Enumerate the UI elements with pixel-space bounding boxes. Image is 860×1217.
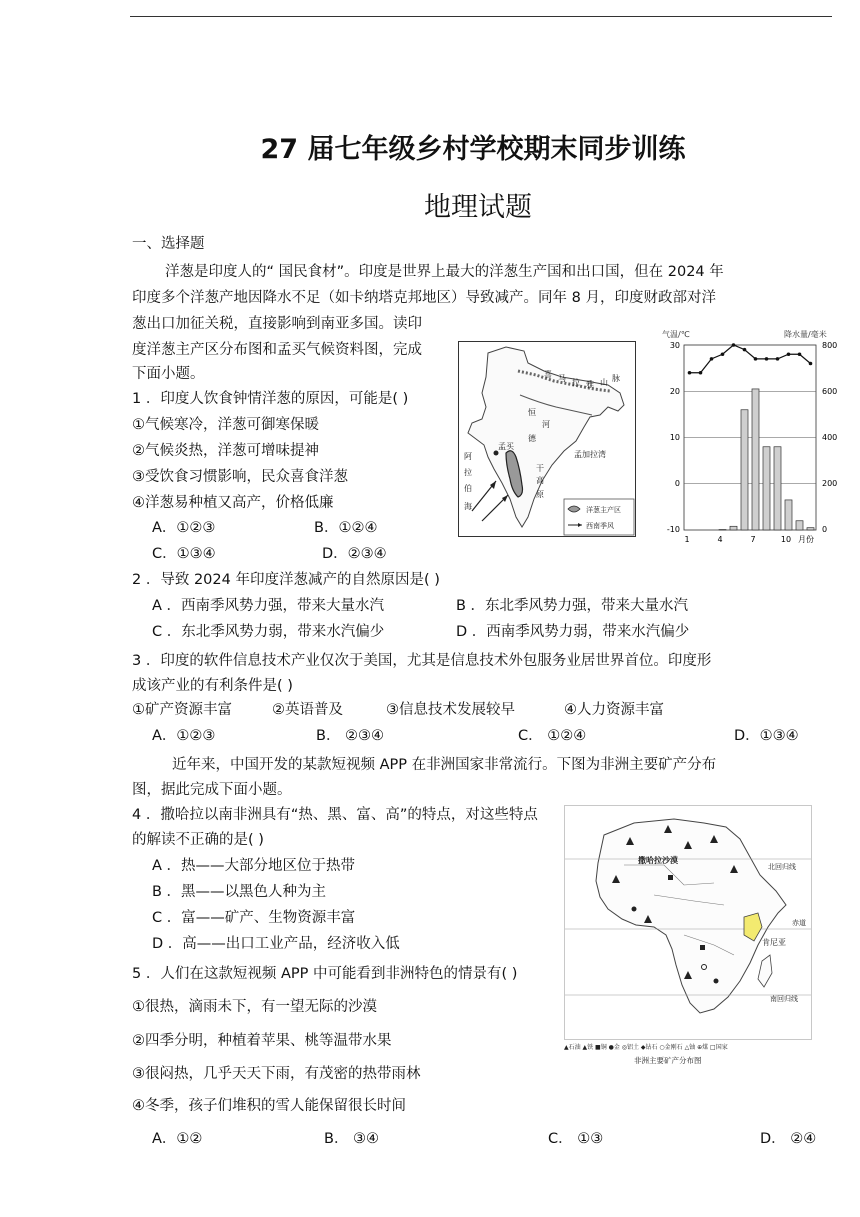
right-tick: 800 bbox=[822, 341, 838, 350]
passage2-line1: 近年来，中国开发的某款短视频 APP 在非洲国家非常流行。下图为非洲主要矿产分布 bbox=[172, 757, 717, 773]
map-label-de: 德 bbox=[528, 434, 536, 443]
x-unit: 月份 bbox=[798, 535, 814, 544]
q3-choice-a[interactable]: A．①②③ bbox=[152, 728, 216, 744]
x-tick: 4 bbox=[717, 535, 723, 544]
q3-option-1: ①矿产资源丰富 bbox=[132, 702, 232, 718]
q2-choice-a[interactable]: A ．西南季风势力强，带来大量水汽 bbox=[152, 598, 385, 614]
temperature-point bbox=[754, 357, 758, 361]
q1-choice-b[interactable]: B．①②④ bbox=[314, 520, 378, 536]
right-tick: 0 bbox=[822, 525, 828, 534]
left-tick: 10 bbox=[669, 433, 680, 442]
map-label-ma: 马 bbox=[558, 374, 566, 383]
legend-onion-zone: 洋葱主产区 bbox=[586, 506, 621, 514]
right-tick: 600 bbox=[822, 387, 838, 396]
precip-bar bbox=[730, 526, 737, 530]
q3-choice-d[interactable]: D．①③④ bbox=[734, 728, 799, 744]
q3-choice-c[interactable]: C． ①②④ bbox=[518, 728, 587, 744]
map-label-gan: 干 bbox=[536, 464, 544, 473]
x-tick: 7 bbox=[750, 535, 756, 544]
q4-choice-b[interactable]: B ．黑——以黑色人种为主 bbox=[152, 884, 327, 900]
temperature-point bbox=[743, 348, 747, 352]
q4-stem-2: 的解读不正确的是( ) bbox=[132, 832, 264, 848]
q3-stem-1: 3 ．印度的软件信息技术产业仅次于美国，尤其是信息技术外包服务业居世界首位。印度形 bbox=[132, 653, 712, 669]
label-equator: 赤道 bbox=[792, 919, 806, 927]
map-label-hai: 海 bbox=[464, 502, 472, 511]
q5-option-4: ④冬季，孩子们堆积的雪人能保留很长时间 bbox=[132, 1098, 406, 1114]
q1-option-4: ④洋葱易种植又高产，价格低廉 bbox=[132, 495, 334, 511]
india-onion-map bbox=[458, 341, 636, 537]
precip-bar bbox=[796, 521, 803, 530]
q1-option-1: ①气候寒冷，洋葱可御寒保暖 bbox=[132, 417, 319, 433]
map-label-gao: 高 bbox=[536, 476, 544, 485]
temperature-point bbox=[765, 357, 769, 361]
passage1-line1: 洋葱是印度人的“ 国民食材”。印度是世界上最大的洋葱生产国和出口国，但在 2024 年 bbox=[165, 264, 724, 280]
temperature-point bbox=[721, 352, 725, 356]
q4-choice-a[interactable]: A ．热——大部分地区位于热带 bbox=[152, 858, 356, 874]
q1-option-3: ③受饮食习惯影响，民众喜食洋葱 bbox=[132, 469, 348, 485]
label-tropic-capricorn: 南回归线 bbox=[770, 995, 798, 1003]
left-axis-label: 气温/℃ bbox=[662, 330, 690, 339]
q4-choice-c[interactable]: C ．富——矿产、生物资源丰富 bbox=[152, 910, 356, 926]
label-sahara: 撒哈拉沙漠 bbox=[638, 856, 678, 865]
q2-choice-b[interactable]: B ．东北季风势力强，带来大量水汽 bbox=[456, 598, 689, 614]
q1-choice-d[interactable]: D．②③④ bbox=[322, 546, 387, 562]
q5-choice-a[interactable]: A．①② bbox=[152, 1131, 203, 1147]
temperature-point bbox=[710, 357, 714, 361]
map-label-bay: 孟加拉湾 bbox=[574, 450, 606, 459]
label-tropic-cancer: 北回归线 bbox=[768, 863, 796, 871]
precip-bar bbox=[785, 500, 792, 530]
left-tick: 30 bbox=[669, 341, 680, 350]
section-heading: 一、选择题 bbox=[132, 236, 205, 252]
precip-bar bbox=[741, 410, 748, 530]
right-axis-label: 降水量/毫米 bbox=[784, 330, 827, 339]
right-tick: 200 bbox=[822, 479, 838, 488]
temperature-point bbox=[809, 362, 813, 366]
page-subtitle: 地理试题 bbox=[424, 192, 532, 223]
temperature-point bbox=[776, 357, 780, 361]
map-label-he: 河 bbox=[542, 420, 550, 429]
left-tick: -10 bbox=[666, 525, 680, 534]
page-title: 27 届七年级乡村学校期末同步训练 bbox=[260, 134, 686, 165]
left-tick: 20 bbox=[669, 387, 680, 396]
map-label-la: 拉 bbox=[572, 378, 580, 387]
precip-bar bbox=[763, 447, 770, 530]
passage2-line2: 图，据此完成下面小题。 bbox=[132, 782, 292, 798]
q2-choice-d[interactable]: D ．西南季风势力弱，带来水汽偏少 bbox=[456, 624, 690, 640]
legend-monsoon: 西南季风 bbox=[586, 522, 614, 530]
map-label-la2: 拉 bbox=[464, 468, 472, 477]
temperature-point bbox=[732, 343, 736, 347]
passage1-line3: 葱出口加征关税，直接影响到南亚多国。读印 bbox=[132, 316, 422, 332]
q3-stem-2: 成该产业的有利条件是( ) bbox=[132, 678, 293, 694]
left-tick: 0 bbox=[674, 479, 680, 488]
q5-option-3: ③很闷热，几乎天天下雨，有茂密的热带雨林 bbox=[132, 1066, 421, 1082]
passage1-line4: 度洋葱主产区分布图和孟买气候资料图，完成 bbox=[132, 342, 422, 358]
passage1-line5: 下面小题。 bbox=[132, 366, 205, 382]
q1-stem: 1 ．印度人饮食钟情洋葱的原因，可能是( ) bbox=[132, 391, 409, 407]
map-label-mumbai: 孟买 bbox=[498, 442, 514, 451]
map-label-xi: 喜 bbox=[544, 370, 552, 379]
q4-stem-1: 4 ．撒哈拉以南非洲具有“热、黑、富、高”的特点，对这些特点 bbox=[132, 807, 538, 823]
map-label-mai: 脉 bbox=[612, 374, 620, 383]
q5-option-1: ①很热，滴雨未下，有一望无际的沙漠 bbox=[132, 999, 377, 1015]
precip-bar bbox=[752, 389, 759, 530]
temperature-point bbox=[787, 352, 791, 356]
map-label-ya: 雅 bbox=[586, 380, 594, 389]
q2-stem: 2 ．导致 2024 年印度洋葱减产的自然原因是( ) bbox=[132, 572, 440, 588]
q5-choice-d[interactable]: D． ②④ bbox=[760, 1131, 817, 1147]
map-label-yuan: 原 bbox=[536, 490, 544, 499]
africa-legend: ▲石油 ▲铁 ■铜 ●金 ◎铝土 ◆钻石 ○金刚石 △铀 ⊕煤 □国家 bbox=[564, 1044, 728, 1051]
header-rule bbox=[130, 16, 832, 17]
q5-option-2: ②四季分明，种植着苹果、桃等温带水果 bbox=[132, 1033, 392, 1049]
q1-choice-c[interactable]: C．①③④ bbox=[152, 546, 216, 562]
q5-choice-b[interactable]: B． ③④ bbox=[324, 1131, 380, 1147]
map-label-a: 阿 bbox=[464, 452, 472, 461]
q3-option-3: ③信息技术发展较早 bbox=[386, 702, 515, 718]
precip-bar bbox=[774, 447, 781, 530]
q4-choice-d[interactable]: D ．高——出口工业产品，经济收入低 bbox=[152, 936, 400, 952]
q5-stem: 5 ．人们在这款短视频 APP 中可能看到非洲特色的情景有( ) bbox=[132, 966, 518, 982]
mumbai-climate-chart bbox=[660, 325, 842, 547]
label-kenya: 肯尼亚 bbox=[762, 938, 786, 947]
map-label-bo: 伯 bbox=[464, 484, 472, 493]
passage1-line2: 印度多个洋葱产地因降水不足（如卡纳塔克邦地区）导致减产。同年 8 月，印度财政部对洋 bbox=[132, 290, 716, 306]
map-label-shan: 山 bbox=[600, 378, 608, 387]
temperature-point bbox=[688, 371, 692, 375]
q5-choice-c[interactable]: C． ①③ bbox=[548, 1131, 604, 1147]
africa-minerals-map bbox=[564, 805, 812, 1067]
q3-option-4: ④人力资源丰富 bbox=[564, 702, 664, 718]
temperature-point bbox=[699, 371, 703, 375]
q1-option-2: ②气候炎热，洋葱可增味提神 bbox=[132, 443, 319, 459]
q2-choice-c[interactable]: C ．东北季风势力弱，带来水汽偏少 bbox=[152, 624, 385, 640]
x-tick: 10 bbox=[780, 535, 792, 544]
map-label-heng: 恒 bbox=[528, 408, 536, 417]
right-tick: 400 bbox=[822, 433, 838, 442]
q3-option-2: ②英语普及 bbox=[272, 702, 343, 718]
q1-choice-a[interactable]: A．①②③ bbox=[152, 520, 216, 536]
precip-bar bbox=[807, 528, 814, 530]
x-tick: 1 bbox=[684, 535, 690, 544]
q3-choice-b[interactable]: B． ②③④ bbox=[316, 728, 385, 744]
africa-caption: 非洲主要矿产分布图 bbox=[634, 1056, 702, 1065]
temperature-point bbox=[798, 352, 802, 356]
